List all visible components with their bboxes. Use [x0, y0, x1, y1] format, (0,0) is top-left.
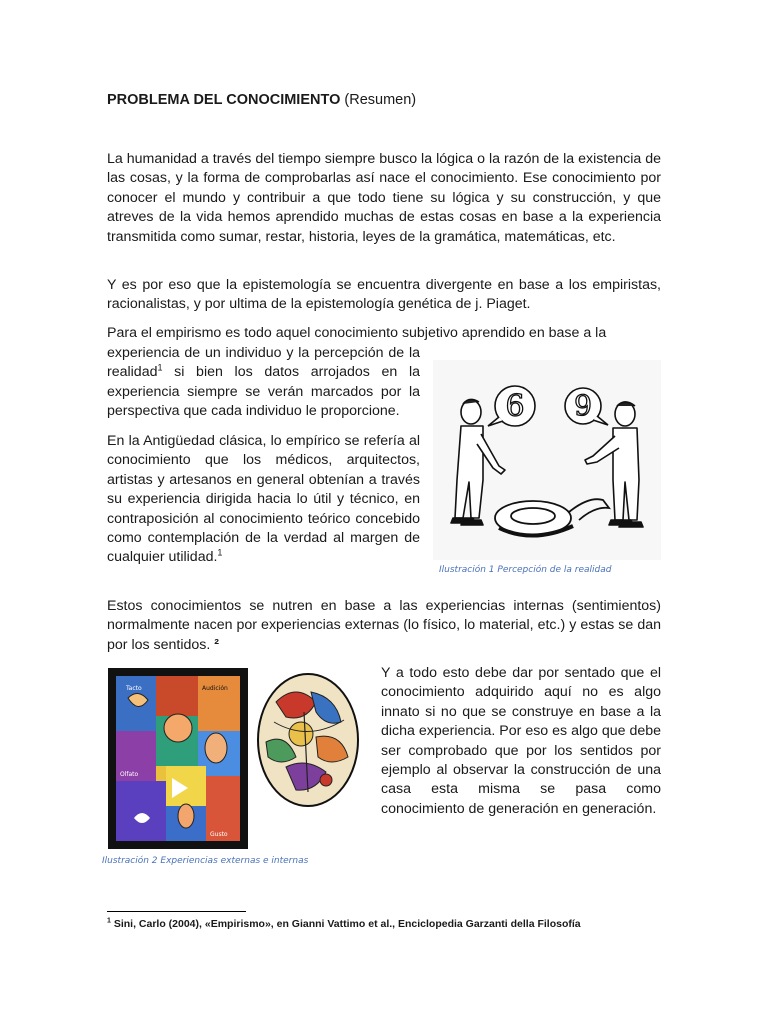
- paragraph-4: [107, 432, 420, 568]
- p3-text-a: experiencia de un individuo y la percepción de la realidad: [107, 345, 420, 381]
- collage-label-d: Gusto: [210, 831, 228, 838]
- figure-oval-artwork: [256, 672, 360, 808]
- p4-text: En la Antigüedad clásica, lo empírico se refería al conocimiento que los médicos, arquitectos, artistas y artesanos en general obtenían a través su experiencia dirigida hacia lo útil y técnico, en contraposición al conocimiento teórico concebido como contemplación de la verdad al margen de cualquier utilidad.: [107, 433, 420, 566]
- paragraph-3-rest: [107, 344, 420, 422]
- figure-senses-collage: [108, 668, 248, 849]
- footnote-separator: [107, 911, 246, 912]
- footnote: [107, 918, 581, 930]
- title-bold: PROBLEMA DEL CONOCIMIENTO: [107, 92, 341, 108]
- collage-label-c: Olfato: [120, 771, 139, 778]
- title-subtitle: (Resumen): [340, 92, 417, 108]
- footnote-ref: 1: [157, 362, 163, 373]
- collage-label-a: Tacto: [126, 685, 142, 692]
- footnote-ref: 1: [217, 547, 223, 558]
- figure-perception-drawing: [433, 360, 661, 560]
- paragraph-5: [107, 597, 661, 655]
- paragraph-6: Y a todo esto debe dar por sentado que el conocimiento adquirido aquí no es algo innato si no que se construye en base a la dicha experiencia. Por eso es algo que debe ser comprobado que por los sentidos por ejemplo al observar la construcción de una casa esta misma se pasa como conocimiento de generación en generación.: [381, 665, 662, 817]
- p5-text: Estos conocimientos se nutren en base a las experiencias internas (sentimientos) normalmente nacen por experiencias externas (lo físico, lo material, etc.) y estas se dan por los sentidos.: [107, 598, 661, 653]
- collage-label-b: Audición: [202, 685, 228, 692]
- footnote-ref: ²: [214, 636, 219, 653]
- figure-perception: [433, 360, 661, 560]
- p3-text-b: si bien los datos arrojados en la experiencia siempre se verán marcados por la perspectiva que cada individuo le proporcione.: [107, 364, 420, 420]
- footnote-marker: 1: [107, 917, 111, 925]
- oval-artwork-drawing: [256, 672, 360, 808]
- paragraph-1: La humanidad a través del tiempo siempre busco la lógica o la razón de la existencia de las cosas, y la forma de comprobarlas así nace el conocimiento. Ese conocimiento por conocer el mundo y contribuir a que todo tiene su lógica y su construcción, y que atreves de la vida hemos aprendido muchas de estas cosas en base a la experiencia transmitida como sumar, restar, historia, leyes de la gramática, matemáticas, etc.: [107, 151, 661, 245]
- paragraph-3-first-line: Para el empirismo es todo aquel conocimiento subjetivo aprendido en base a la: [107, 325, 607, 341]
- senses-collage-drawing: [108, 668, 248, 849]
- figure-1-caption: Ilustración 1 Percepción de la realidad: [439, 565, 612, 575]
- footnote-text: Sini, Carlo (2004), «Empirismo», en Gianni Vattimo et al., Enciclopedia Garzanti della Filosofía: [110, 918, 581, 930]
- bubble-right-number: 9: [574, 389, 592, 422]
- bubble-left-number: 6: [505, 389, 525, 424]
- page-title: [107, 92, 416, 108]
- figure-2-caption: Ilustración 2 Experiencias externas e internas: [102, 856, 309, 866]
- paragraph-2: Y es por eso que la epistemología se encuentra divergente en base a los empiristas, racionalistas, y por ultima de la epistemología genética de j. Piaget.: [107, 277, 661, 313]
